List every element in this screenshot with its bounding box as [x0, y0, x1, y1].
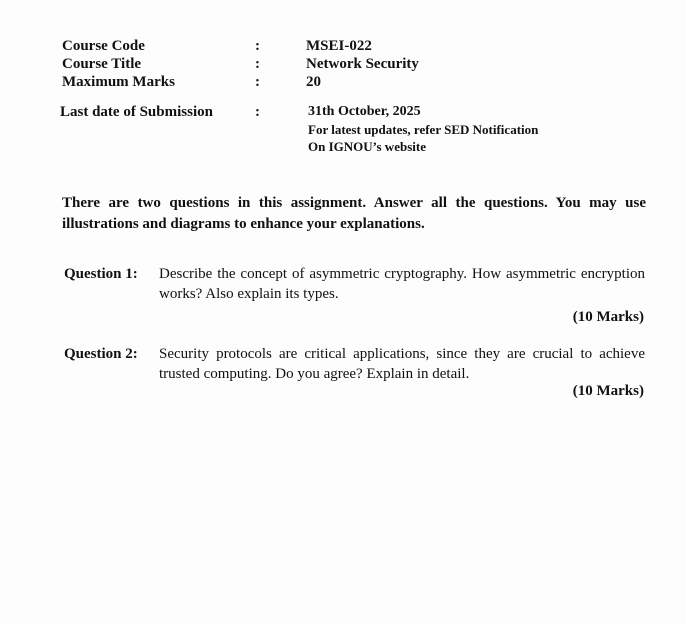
update-note-line-2: On IGNOU’s website: [308, 139, 426, 154]
question-2-marks: (10 Marks): [572, 383, 644, 399]
last-date-label: Last date of Submission: [60, 104, 213, 120]
last-date-colon: :: [255, 104, 260, 120]
course-title-value: Network Security: [306, 56, 419, 72]
max-marks-value: 20: [306, 74, 321, 90]
question-1-marks: (10 Marks): [572, 309, 644, 325]
update-note-line-1: For latest updates, refer SED Notification: [308, 122, 539, 137]
question-1-text: Describe the concept of asymmetric cryptography. How asymmetric encryption works? Also explain its types.: [159, 266, 645, 302]
question-2-label: Question 2:: [64, 346, 138, 362]
course-title-colon: :: [255, 56, 260, 72]
course-code-value: MSEI-022: [306, 38, 372, 54]
question-2-text: Security protocols are critical applications, since they are crucial to achieve trusted computing. Do you agree? Explain in detail.: [159, 346, 645, 382]
course-code-colon: :: [255, 38, 260, 54]
max-marks-colon: :: [255, 74, 260, 90]
assignment-instructions: There are two questions in this assignment. Answer all the questions. You may use illustrations and diagrams to enhance your explanations.: [62, 195, 646, 232]
max-marks-label: Maximum Marks: [62, 74, 175, 90]
course-code-label: Course Code: [62, 38, 145, 54]
question-1-label: Question 1:: [64, 266, 138, 282]
course-title-label: Course Title: [62, 56, 142, 72]
last-date-value: 31th October, 2025: [308, 104, 421, 119]
